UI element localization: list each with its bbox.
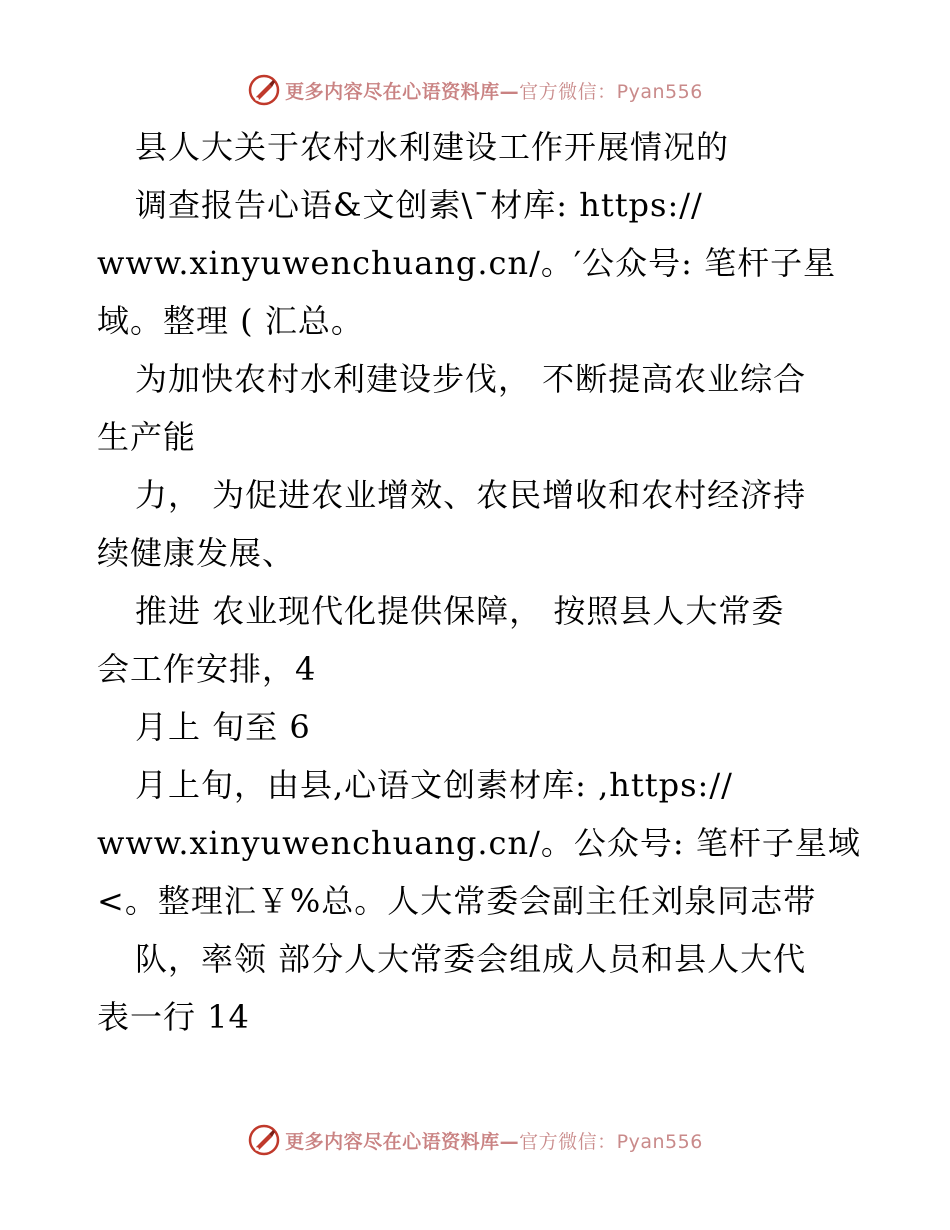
- header-banner: [0, 70, 950, 110]
- text-line: 生产能: [97, 418, 197, 456]
- text-line: 续健康发展、: [97, 534, 296, 572]
- text-line: 调查报告心语&文创素\¯材库: https://: [135, 186, 703, 224]
- text-line: 会工作安排，4: [97, 650, 317, 688]
- text-line: 推进 农业现代化提供保障， 按照县人大常委: [135, 592, 785, 630]
- pen-logo-icon: [247, 73, 281, 107]
- pen-logo-icon: [247, 1123, 281, 1157]
- text-line: <。整理汇￥%总。人大常委会副主任刘泉同志带: [97, 882, 817, 920]
- text-line: 表一行 14: [97, 998, 250, 1036]
- header-banner-text: 更多内容尽在心语资料库—官方微信：Pyan556: [285, 80, 703, 103]
- header-wechat: 官方微信：Pyan556: [519, 80, 703, 103]
- text-line: 为加快农村水利建设步伐， 不断提高农业综合: [135, 360, 807, 398]
- text-line: 队，率领 部分人大常委会组成人员和县人大代: [135, 940, 807, 978]
- footer-wechat: 官方微信：Pyan556: [519, 1130, 703, 1153]
- text-line: www.xinyuwenchuang.cn/。′公众号: 笔杆子星: [97, 244, 837, 282]
- text-line: 月上旬，由县,心语文创素材库: ,https://: [135, 766, 733, 804]
- text-line: 力， 为促进农业增效、农民增收和农村经济持: [135, 476, 807, 514]
- text-line: 县人大关于农村水利建设工作开展情况的: [135, 128, 730, 166]
- footer-banner: [0, 1120, 950, 1160]
- text-line: www.xinyuwenchuang.cn/。公众号: 笔杆子星域: [97, 824, 861, 862]
- text-line: 月上 旬至 6: [135, 708, 311, 746]
- text-line: 域。整理 ( 汇总。: [97, 302, 364, 340]
- footer-banner-text: 更多内容尽在心语资料库—官方微信：Pyan556: [285, 1130, 703, 1153]
